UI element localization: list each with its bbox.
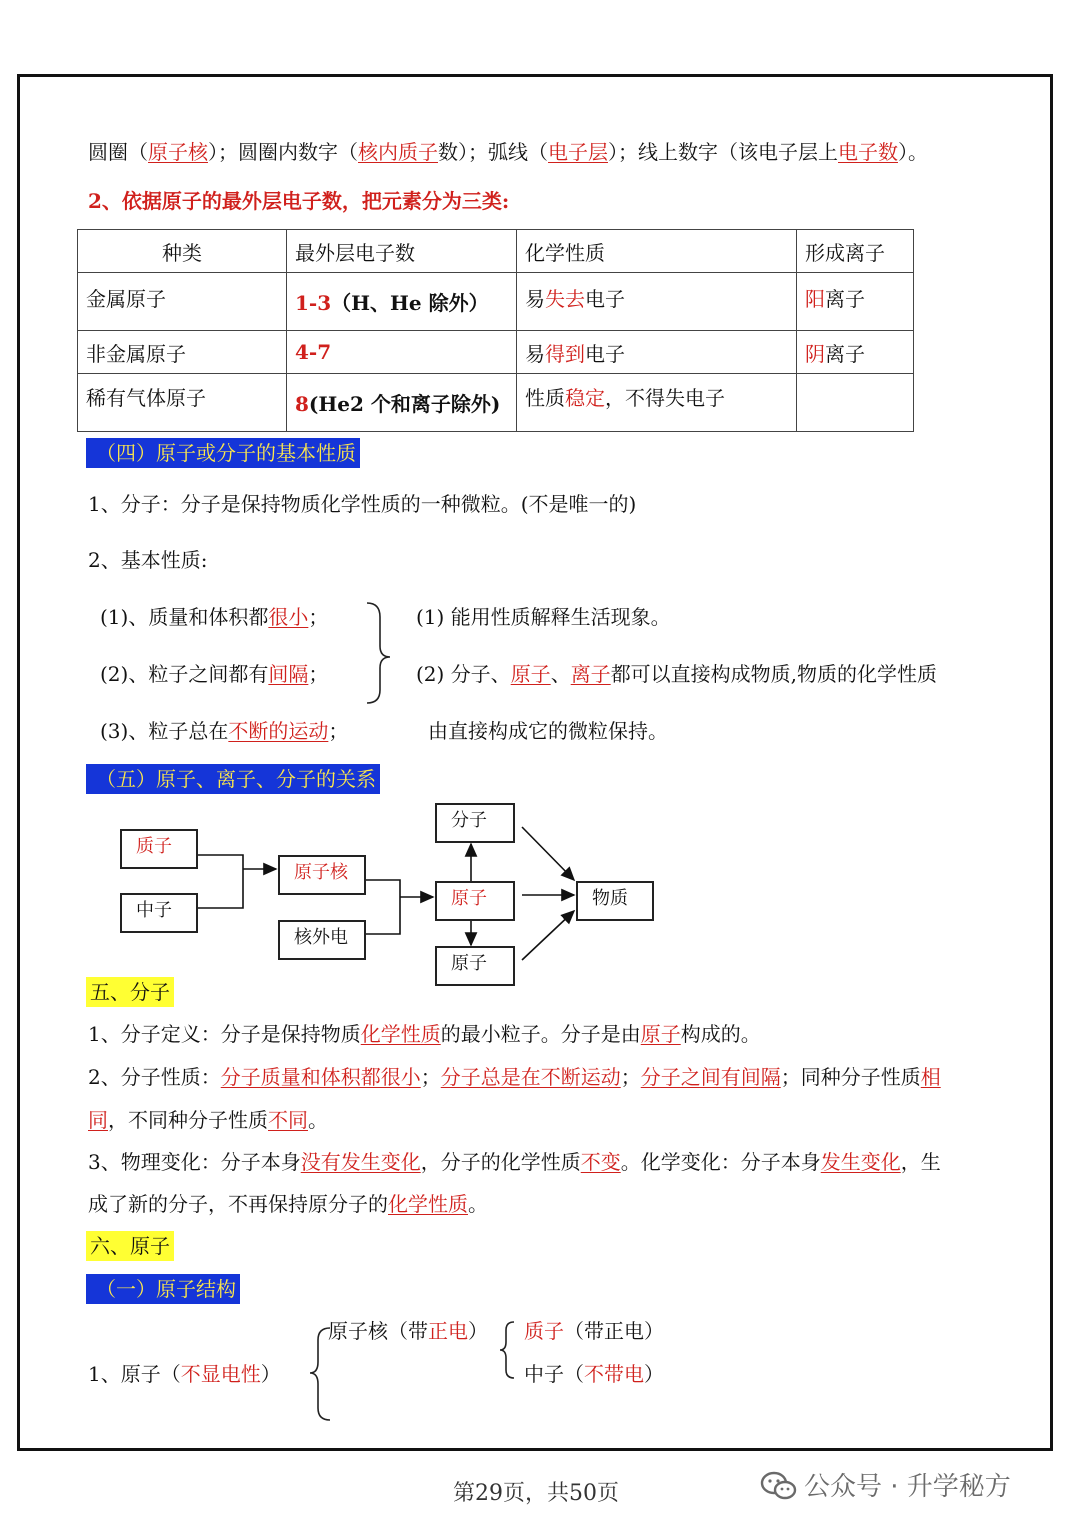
molecule-line-2b: 同，不同种分子性质不同。 bbox=[88, 1108, 328, 1132]
table-row bbox=[78, 273, 914, 331]
table-cell: 8(He2 个和离子除外) bbox=[287, 374, 517, 432]
explain-line-1: (1) 能用性质解释生活现象。 bbox=[416, 605, 671, 629]
table-header: 化学性质 bbox=[517, 230, 797, 273]
table-cell: 易得到电子 bbox=[517, 331, 797, 374]
box-molecule: 分子 bbox=[435, 803, 515, 843]
molecule-definition: 1、分子：分子是保持物质化学性质的一种微粒。(不是唯一的) bbox=[88, 492, 637, 516]
molecule-line-3: 3、物理变化：分子本身没有发生变化，分子的化学性质不变。化学变化：分子本身发生变化，生 bbox=[88, 1150, 941, 1174]
table-cell: 性质稳定，不得失电子 bbox=[517, 374, 797, 432]
classification-table bbox=[77, 229, 914, 432]
section-heading-5: （五）原子、离子、分子的关系 bbox=[86, 764, 380, 794]
explain-line-3: 由直接构成它的微粒保持。 bbox=[428, 719, 668, 743]
molecule-line-1: 1、分子定义：分子是保持物质化学性质的最小粒子。分子是由原子构成的。 bbox=[88, 1022, 761, 1046]
wechat-icon bbox=[760, 1471, 798, 1501]
table-row bbox=[78, 331, 914, 374]
explain-line-2: (2) 分子、原子、离子都可以直接构成物质,物质的化学性质 bbox=[416, 662, 938, 686]
table-header: 形成离子 bbox=[797, 230, 914, 273]
classify-heading: 2、依据原子的最外层电子数，把元素分为三类: bbox=[88, 189, 510, 213]
table-cell: 稀有气体原子 bbox=[78, 374, 287, 432]
box-electron: 核外电 bbox=[278, 920, 366, 960]
nucleus-line: 原子核（带正电） bbox=[328, 1319, 488, 1343]
box-nucleus: 原子核 bbox=[278, 855, 366, 895]
box-atom: 原子 bbox=[435, 881, 515, 921]
table-cell: 1-3（H、He 除外） bbox=[287, 273, 517, 331]
table-cell: 阳离子 bbox=[797, 273, 914, 331]
proton-line: 质子（带正电） bbox=[524, 1319, 664, 1343]
watermark: 公众号 · 升学秘方 bbox=[760, 1466, 1011, 1503]
table-cell: 阴离子 bbox=[797, 331, 914, 374]
page-number: 第29页，共50页 bbox=[453, 1481, 619, 1506]
molecule-line-2: 2、分子性质：分子质量和体积都很小；分子总是在不断运动；分子之间有间隔；同种分子性质相 bbox=[88, 1065, 941, 1089]
table-cell: 4-7 bbox=[287, 331, 517, 374]
atom-line: 1、原子（不显电性） bbox=[88, 1362, 281, 1386]
table-cell: 金属原子 bbox=[78, 273, 287, 331]
box-ion: 原子 bbox=[435, 946, 515, 986]
property-line-2: (2)、粒子之间都有间隔； bbox=[100, 662, 329, 686]
box-neutron: 中子 bbox=[120, 893, 198, 933]
table-header: 种类 bbox=[78, 230, 287, 273]
table-row bbox=[78, 374, 914, 432]
box-proton: 质子 bbox=[120, 829, 198, 869]
property-line-3: (3)、粒子总在不断的运动； bbox=[100, 719, 349, 743]
molecule-heading: 五、分子 bbox=[86, 977, 174, 1007]
neutron-line: 中子（不带电） bbox=[524, 1362, 664, 1386]
box-matter: 物质 bbox=[576, 881, 654, 921]
basic-properties-title: 2、基本性质: bbox=[88, 548, 208, 572]
table-cell bbox=[797, 374, 914, 432]
section-heading-4: （四）原子或分子的基本性质 bbox=[86, 438, 360, 468]
table-header: 最外层电子数 bbox=[287, 230, 517, 273]
table-cell: 非金属原子 bbox=[78, 331, 287, 374]
intro-line: 圆圈（原子核）；圆圈内数字（核内质子数）；弧线（电子层）；线上数字（该电子层上电子数）。 bbox=[88, 140, 928, 164]
atom-structure-heading: （一）原子结构 bbox=[86, 1274, 240, 1304]
table-header-row bbox=[78, 230, 914, 273]
molecule-line-3b: 成了新的分子，不再保持原分子的化学性质。 bbox=[88, 1192, 488, 1216]
atom-heading: 六、原子 bbox=[86, 1231, 174, 1261]
property-line-1: (1)、质量和体积都很小； bbox=[100, 605, 329, 629]
table-cell: 易失去电子 bbox=[517, 273, 797, 331]
